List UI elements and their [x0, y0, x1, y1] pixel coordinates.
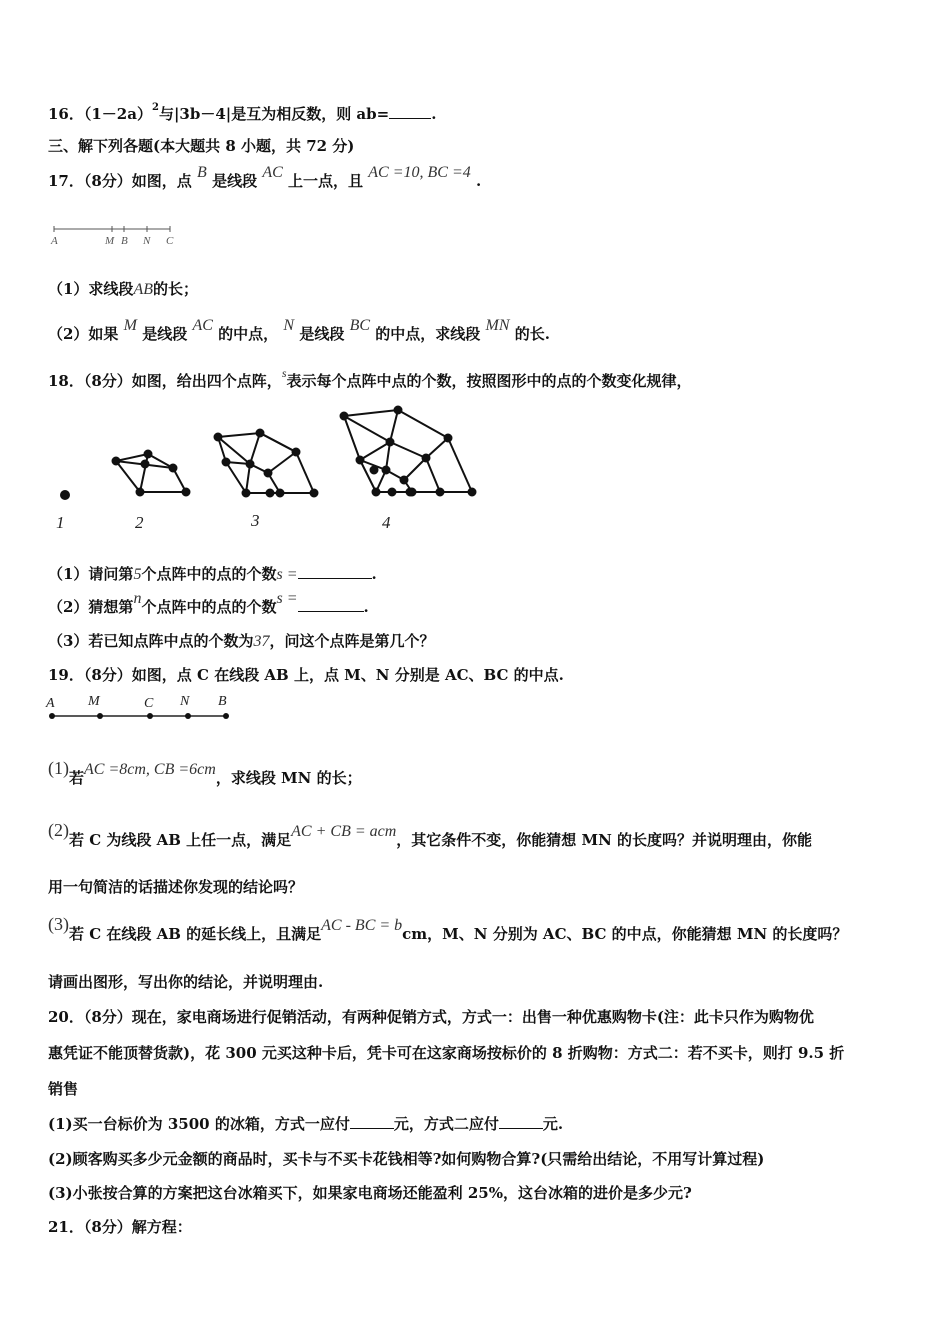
- q17-segment-figure: [50, 220, 190, 250]
- q19-p2-text-a: 若 C 为线段 AB 上任一点，满足: [69, 831, 292, 849]
- q17-p2-n: N: [283, 317, 295, 334]
- q19-label-b: B: [218, 694, 227, 709]
- q17-p1-text: （1）求线段: [48, 280, 134, 298]
- q19-label-c: C: [144, 696, 154, 711]
- q16-end: .: [431, 105, 437, 123]
- q17-label-c: C: [166, 235, 174, 247]
- q16-line: [48, 103, 436, 128]
- q18-label-3: 3: [251, 511, 260, 530]
- q20-part-1: [48, 1113, 563, 1135]
- q18-p2-blank: [298, 597, 364, 612]
- q18-p1-blank: [298, 564, 372, 579]
- q19-part-3: [48, 914, 848, 946]
- q20-line-3: 销售: [48, 1080, 79, 1098]
- q19-p1-text-a: 若: [69, 769, 85, 787]
- q16-num: 16．: [48, 105, 84, 123]
- q19-p2-number: (2): [48, 820, 69, 840]
- q19-part-1: [48, 758, 362, 790]
- q18-p3-text-b: ，问这个点阵是第几个？: [269, 632, 435, 650]
- q20-line-1: 20．（8分）现在，家电商场进行促销活动，有两种促销方式，方式一：出售一种优惠购物卡(注：此卡只作为购物优: [48, 1008, 814, 1026]
- q19-segment-figure: [44, 692, 244, 724]
- q20-p1-text-a: (1)买一台标价为 3500 的冰箱，方式一应付: [48, 1115, 350, 1133]
- q18-fig3: [215, 430, 318, 497]
- q20-part-2: (2)顾客购买多少元金额的商品时，买卡与不买卡花钱相等?如何购物合算?(只需给出结论，不用写计算过程): [48, 1150, 765, 1168]
- q19-p1-number: (1): [48, 758, 69, 778]
- q18-p2-text-b: 个点阵中的点的个数: [141, 598, 277, 616]
- q19-p2-text-b: ，其它条件不变，你能猜想 MN 的长度吗？并说明理由，你能: [396, 831, 813, 849]
- q19-label-a: A: [46, 696, 55, 711]
- q18-s: s: [281, 366, 287, 380]
- q18-part-2: [48, 590, 369, 619]
- q17-p2-text-e: 的中点，求线段: [375, 325, 481, 343]
- q17-p2-text-a: （2）如果: [48, 325, 119, 343]
- q17-part-2: [48, 317, 550, 346]
- q19-p2-math: AC + CB = acm: [291, 823, 397, 840]
- section-3-heading: 三、解下列各题(本大题共 8 小题，共 72 分): [48, 137, 355, 155]
- q19-p3-text-b: cm，M、N 分别为 AC、BC 的中点，你能猜想 MN 的长度吗？: [402, 925, 848, 943]
- q19-line: 19．（8分）如图，点 C 在线段 AB 上，点 M、N 分别是 AC、BC 的中点.: [48, 666, 564, 684]
- q19-p3-math: AC - BC = b: [321, 917, 403, 934]
- q17-p2-ac: AC: [192, 317, 213, 334]
- q18-p1-s: s =: [276, 566, 298, 583]
- q16-text: 与|3b－4|是互为相反数，则 ab=: [158, 105, 390, 123]
- q19-point-m: [97, 713, 103, 719]
- q18-text: 表示每个点阵中点的个数，按照图形中的点的个数变化规律，: [286, 372, 692, 390]
- q17-segment-ac: AC: [262, 164, 283, 181]
- q17-label-b: B: [121, 235, 128, 247]
- q18-fig1-dot: [61, 491, 69, 499]
- q20-p1-text-c: 元.: [542, 1115, 564, 1133]
- q19-part-3-cont: 请画出图形，写出你的结论，并说明理由.: [48, 973, 324, 991]
- q19-part-2-cont: 用一句简洁的话描述你发现的结论吗？: [48, 878, 304, 896]
- q20-p1-text-b: 元，方式二应付: [393, 1115, 499, 1133]
- q17-p2-text-d: 是线段: [299, 325, 345, 343]
- q18-p3-num: 37: [253, 633, 270, 650]
- q20-line-2: 惠凭证不能顶替货款)，花 300 元买这种卡后，凭卡可在这家商场按标价的 8 折购物：方式二：若不买卡，则打 9.5 折: [48, 1044, 845, 1062]
- q19-part-2: [48, 820, 813, 852]
- q17-label-n: N: [143, 235, 151, 247]
- q18-fig2: [113, 451, 190, 496]
- q17-p2-text-f: 的长.: [514, 325, 550, 343]
- q18-p1-end: .: [371, 565, 377, 583]
- q18-num: 18．（8分）如图，给出四个点阵，: [48, 372, 282, 390]
- q17-condition: AC =10, BC =4: [368, 164, 471, 181]
- q19-point-c: [147, 713, 153, 719]
- q16-base: （1－2a）: [83, 105, 152, 123]
- q16-answer-blank: [389, 104, 431, 119]
- q18-p2-s: s =: [276, 590, 298, 607]
- q18-p2-end: .: [363, 598, 369, 616]
- q17-label-a: A: [51, 235, 58, 247]
- q19-p3-number: (3): [48, 914, 69, 934]
- q18-part-3: [48, 630, 434, 653]
- q19-p1-math: AC =8cm, CB =6cm: [84, 761, 216, 778]
- q18-dot-array-figure: [48, 400, 488, 540]
- q20-part-3: (3)小张按合算的方案把这台冰箱买下，如果家电商场还能盈利 25%，这台冰箱的进价是多少元?: [48, 1184, 692, 1202]
- q18-label-4: 4: [382, 513, 391, 532]
- q17-p2-mn: MN: [485, 317, 510, 334]
- q19-point-b: [223, 713, 229, 719]
- q20-p1-blank-1: [350, 1114, 394, 1129]
- q17-point-b: B: [197, 164, 207, 181]
- q17-num: 17．（8分）如图，点: [48, 172, 192, 190]
- q17-p2-m: M: [123, 317, 137, 334]
- q18-p1-text-b: 个点阵中的点的个数: [141, 565, 277, 583]
- q18-part-1: [48, 563, 377, 586]
- q20-p1-blank-2: [499, 1114, 543, 1129]
- q18-fig4: [341, 407, 476, 496]
- q19-p3-text-a: 若 C 在线段 AB 的延长线上，且满足: [69, 925, 322, 943]
- q17-p2-text-c: 的中点，: [218, 325, 279, 343]
- q18-p3-text-a: （3）若已知点阵中点的个数为: [48, 632, 254, 650]
- q17-line: [48, 164, 482, 193]
- q17-p2-text-b: 是线段: [142, 325, 188, 343]
- q17-part-1: [48, 278, 198, 301]
- q16-exponent: 2: [151, 102, 159, 113]
- q18-label-1: 1: [56, 513, 65, 532]
- q17-p1-math: AB: [133, 281, 153, 298]
- q18-label-2: 2: [135, 513, 144, 532]
- q19-p1-text-b: ，求线段 MN 的长；: [215, 769, 362, 787]
- q19-label-m: M: [88, 694, 100, 709]
- q17-text-2: 上一点，且: [288, 172, 364, 190]
- q18-p1-num: 5: [133, 566, 142, 583]
- q19-point-a: [49, 713, 55, 719]
- q18-p2-n: n: [133, 590, 142, 607]
- q17-end: .: [475, 172, 482, 190]
- q17-label-m: M: [105, 235, 115, 247]
- q17-p2-bc: BC: [349, 317, 371, 334]
- q18-p1-text-a: （1）请问第: [48, 565, 134, 583]
- q18-line: [48, 366, 692, 393]
- q17-p1-end: 的长；: [153, 280, 199, 298]
- q18-p2-text-a: （2）猜想第: [48, 598, 134, 616]
- q19-point-n: [185, 713, 191, 719]
- q21-line: 21．（8分）解方程：: [48, 1218, 192, 1236]
- q17-text-1: 是线段: [212, 172, 258, 190]
- q19-label-n: N: [180, 694, 190, 709]
